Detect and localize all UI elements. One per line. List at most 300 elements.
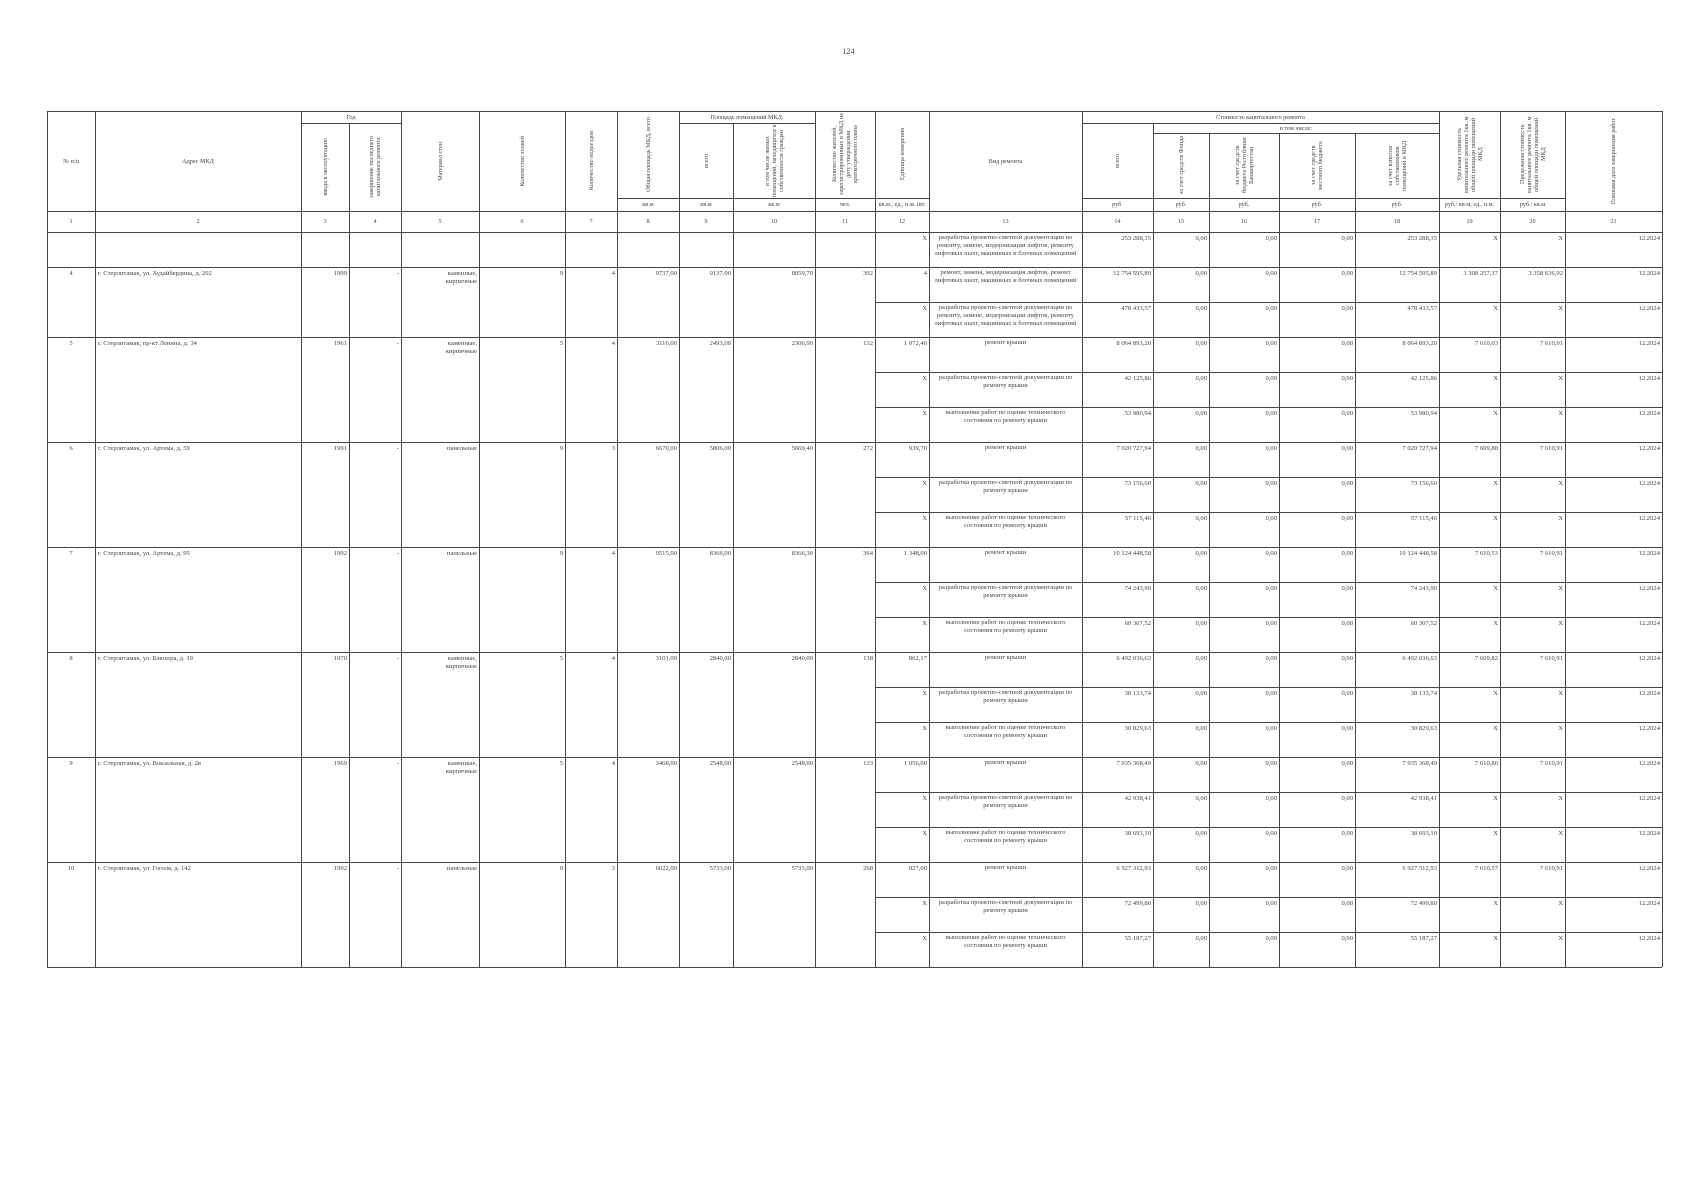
row-residents: 272 xyxy=(863,445,873,452)
unit-cost_total xyxy=(1082,198,1153,211)
row-address: г. Стерлитамак, ул. Худайбердина, д. 202 xyxy=(98,270,212,277)
header-no xyxy=(47,111,95,211)
unit-max_cost-text: руб./ кв.м xyxy=(1519,201,1546,208)
unit-cost_total-text: руб. xyxy=(1112,201,1123,208)
item-max-cost: X xyxy=(1558,515,1563,522)
item-cost-total: 57 115,46 xyxy=(1124,515,1151,522)
row-floors: 5 xyxy=(559,760,563,767)
grid-line xyxy=(565,232,566,967)
grid-line xyxy=(1500,111,1501,232)
row-premises-total: 9137,00 xyxy=(709,270,731,277)
item-cost-total: 38 133,74 xyxy=(1124,690,1151,697)
grid-line xyxy=(1082,123,1439,124)
column-number-text: 16 xyxy=(1240,218,1248,225)
item-cost-fund: 0,00 xyxy=(1195,445,1207,452)
grid-line xyxy=(47,267,1662,268)
column-number xyxy=(875,211,929,232)
item-unit-cost: X xyxy=(1493,725,1498,732)
grid-line xyxy=(929,232,930,967)
item-quantity: X xyxy=(922,235,927,242)
column-number xyxy=(1153,211,1209,232)
header-deadline xyxy=(1565,111,1662,211)
unit-max_cost xyxy=(1500,198,1565,211)
row-number xyxy=(47,235,95,245)
header-cost-incl xyxy=(1153,123,1439,133)
row-floors: 9 xyxy=(559,445,563,452)
item-unit-cost: X xyxy=(1493,585,1498,592)
column-number xyxy=(679,211,733,232)
unit-cost_local xyxy=(1279,198,1355,211)
item-cost-fund: 0,00 xyxy=(1195,725,1207,732)
grid-line xyxy=(47,232,1662,233)
item-deadline: 12.2024 xyxy=(1638,445,1660,452)
item-quantity: 927,00 xyxy=(908,865,927,872)
item-repair-type: выполнение работ по оценке технического состояния по ремонту крыши xyxy=(945,409,1066,424)
header-year-last-repair-text: завершение последнего капитального ремонта xyxy=(368,135,382,199)
row-premises-total xyxy=(679,235,733,245)
item-repair-type: ремонт крыши xyxy=(984,759,1027,766)
item-max-cost: 7 610,91 xyxy=(1539,550,1563,557)
item-quantity: 4 xyxy=(923,270,927,277)
item-quantity: 1 056,00 xyxy=(903,760,927,767)
grid-line xyxy=(301,232,302,967)
item-cost-fund: 0,00 xyxy=(1195,830,1207,837)
item-max-cost: X xyxy=(1558,830,1563,837)
unit-premises_total-text: кв.м xyxy=(700,201,712,208)
column-number-text: 5 xyxy=(438,218,442,225)
item-repair-type: ремонт, замена, модернизация лифтов, ремонт лифтовых шахт, машинных и блочных помещений xyxy=(934,269,1077,284)
row-premises-residential: 8366,30 xyxy=(791,550,813,557)
item-cost-local: 0,00 xyxy=(1341,305,1353,312)
row-address xyxy=(95,235,301,245)
row-entrances: 3 xyxy=(611,865,615,872)
item-cost-republic: 0,00 xyxy=(1265,585,1277,592)
column-number xyxy=(1565,211,1662,232)
grid-line xyxy=(47,862,1662,863)
item-quantity: X xyxy=(922,515,927,522)
item-cost-local: 0,00 xyxy=(1341,865,1353,872)
row-total-area xyxy=(617,235,679,245)
item-cost-fund: 0,00 xyxy=(1195,865,1207,872)
grid-line xyxy=(1662,111,1663,232)
item-cost-owners: 6 927 312,93 xyxy=(1402,865,1437,872)
item-cost-local: 0,00 xyxy=(1341,410,1353,417)
item-deadline: 12.2024 xyxy=(1638,410,1660,417)
grid-line xyxy=(1439,111,1440,232)
column-number xyxy=(47,211,95,232)
header-max-cost-text: Предельная стоимость капитального ремонта 1кв. м общей площади помещений МКД xyxy=(1518,116,1547,193)
item-deadline: 12.2024 xyxy=(1638,725,1660,732)
item-unit-cost: 7 610,57 xyxy=(1474,865,1498,872)
column-number xyxy=(1279,211,1355,232)
item-max-cost: X xyxy=(1558,795,1563,802)
item-repair-type: ремонт крыши xyxy=(984,864,1027,871)
unit-cost_owners xyxy=(1355,198,1439,211)
row-last-repair: - xyxy=(396,865,399,872)
item-cost-total: 55 187,27 xyxy=(1124,935,1151,942)
header-repair-type xyxy=(929,111,1082,211)
column-number xyxy=(479,211,565,232)
header-address-text: Адрес МКД xyxy=(182,157,214,165)
item-repair-type: разработка проектно-сметной документации по ремонту, замене, модернизации лифтов, ремонту лифтовых шахт, машинных и блочных помещений xyxy=(934,304,1077,327)
page-number: 124 xyxy=(842,47,855,56)
column-number xyxy=(1500,211,1565,232)
item-cost-total: 478 433,57 xyxy=(1121,305,1151,312)
row-premises-residential: 2548,00 xyxy=(791,760,813,767)
item-cost-local: 0,00 xyxy=(1341,655,1353,662)
grid-line xyxy=(875,792,1662,793)
item-repair-type: разработка проектно-сметной документации по ремонту, замене, модернизации лифтов, ремонту лифтовых шахт, машинных и блочных помещений xyxy=(934,234,1077,257)
header-premises-text: Площадь помещений МКД: xyxy=(710,113,784,121)
grid-line xyxy=(47,442,1662,443)
header-max-cost xyxy=(1500,111,1565,198)
grid-line xyxy=(679,123,815,124)
item-max-cost: X xyxy=(1558,935,1563,942)
header-repair-type-text: Вид ремонта xyxy=(988,157,1023,165)
item-cost-local: 0,00 xyxy=(1341,445,1353,452)
item-repair-type: выполнение работ по оценке технического состояния по ремонту крыши xyxy=(945,829,1066,844)
row-premises-total: 2548,00 xyxy=(709,760,731,767)
item-cost-owners: 478 433,57 xyxy=(1407,305,1437,312)
unit-unit_cost xyxy=(1439,198,1500,211)
row-address: г. Стерлитамак, ул. Гоголя, д. 142 xyxy=(98,865,191,872)
grid-line xyxy=(733,232,734,967)
grid-line xyxy=(875,407,1662,408)
item-deadline: 12.2024 xyxy=(1638,900,1660,907)
column-number-text: 12 xyxy=(898,218,906,225)
row-wall-material: панельные xyxy=(446,445,477,452)
header-wall-material-text: Материал стен xyxy=(436,141,444,181)
item-cost-owners: 253 288,35 xyxy=(1407,235,1437,242)
row-last-repair xyxy=(349,235,401,245)
item-repair-type: выполнение работ по оценке технического состояния по ремонту крыши xyxy=(945,619,1066,634)
row-entrances: 4 xyxy=(611,270,615,277)
header-residents-text: Количество жителей, зарегистрированных в МКД на дату утверждения краткосрочного плана xyxy=(831,113,859,196)
item-quantity: X xyxy=(922,830,927,837)
item-cost-total: 8 064 893,20 xyxy=(1116,340,1151,347)
unit-premises_residential xyxy=(733,198,815,211)
grid-line xyxy=(1565,232,1566,967)
item-deadline: 12.2024 xyxy=(1638,795,1660,802)
item-cost-local: 0,00 xyxy=(1341,375,1353,382)
grid-line xyxy=(47,652,1662,653)
unit-cost_republic-text: руб. xyxy=(1238,201,1250,208)
grid-line xyxy=(1500,232,1501,967)
item-cost-fund: 0,00 xyxy=(1195,585,1207,592)
item-quantity: X xyxy=(922,585,927,592)
item-cost-fund: 0,00 xyxy=(1195,480,1207,487)
row-year: 1992 xyxy=(333,550,347,557)
grid-line xyxy=(47,111,1662,112)
grid-line xyxy=(1662,232,1663,967)
header-cost-incl-text: в том числе: xyxy=(1279,124,1313,132)
grid-line xyxy=(1153,232,1154,967)
item-cost-republic: 0,00 xyxy=(1265,655,1277,662)
item-cost-republic: 0,00 xyxy=(1265,445,1277,452)
row-floors: 9 xyxy=(559,550,563,557)
grid-line xyxy=(875,232,876,967)
item-unit-cost: X xyxy=(1493,235,1498,242)
header-unit-cost xyxy=(1439,111,1500,198)
grid-line xyxy=(929,111,930,232)
row-address: г. Стерлитамак, пр-кт Ленина, д. 34 xyxy=(98,340,197,347)
table-grid xyxy=(47,111,1662,1076)
item-repair-type: разработка проектно-сметной документации по ремонту крыши xyxy=(938,374,1073,389)
header-unit-cost-text: Удельная стоимость капитального ремонта 1кв. м общей площади помещений МКД xyxy=(1455,116,1484,193)
item-cost-owners: 53 980,94 xyxy=(1410,410,1437,417)
row-total-area: 3101,00 xyxy=(655,655,677,662)
grid-line xyxy=(565,111,566,232)
item-cost-owners: 60 307,52 xyxy=(1410,620,1437,627)
row-last-repair: - xyxy=(396,270,399,277)
item-cost-fund: 0,00 xyxy=(1195,900,1207,907)
item-quantity: 1 072,40 xyxy=(903,340,927,347)
unit-unit_cost-text: руб./ кв.м, ед., п.м. xyxy=(1444,201,1495,208)
item-cost-total: 6 927 312,93 xyxy=(1116,865,1151,872)
row-entrances: 4 xyxy=(611,655,615,662)
header-entrances xyxy=(565,111,617,211)
row-premises-residential: 5669,40 xyxy=(791,445,813,452)
item-unit-cost: X xyxy=(1493,690,1498,697)
item-cost-owners: 6 492 036,63 xyxy=(1402,655,1437,662)
item-cost-total: 253 288,35 xyxy=(1121,235,1151,242)
row-residents xyxy=(815,235,875,245)
item-unit-cost: X xyxy=(1493,900,1498,907)
item-cost-fund: 0,00 xyxy=(1195,690,1207,697)
grid-line xyxy=(1153,133,1439,134)
row-total-area: 9515,00 xyxy=(655,550,677,557)
unit-cost_local-text: руб. xyxy=(1311,201,1323,208)
item-cost-fund: 0,00 xyxy=(1195,410,1207,417)
header-cost-text: Стоимость капитального ремонта xyxy=(1216,113,1305,121)
row-number: 8 xyxy=(69,655,73,662)
row-total-area: 6670,00 xyxy=(655,445,677,452)
row-premises-residential xyxy=(733,235,815,245)
row-total-area: 3116,00 xyxy=(655,340,677,347)
item-max-cost: X xyxy=(1558,235,1563,242)
item-repair-type: разработка проектно-сметной документации по ремонту крыши xyxy=(938,794,1073,809)
header-residents xyxy=(815,111,875,198)
item-cost-fund: 0,00 xyxy=(1195,655,1207,662)
grid-line xyxy=(815,111,816,232)
item-cost-local: 0,00 xyxy=(1341,515,1353,522)
grid-line xyxy=(1082,232,1083,967)
item-max-cost: X xyxy=(1558,375,1563,382)
row-entrances: 4 xyxy=(611,340,615,347)
grid-line xyxy=(401,232,402,967)
item-cost-owners: 57 115,46 xyxy=(1410,515,1437,522)
item-cost-fund: 0,00 xyxy=(1195,375,1207,382)
grid-line xyxy=(1082,111,1083,232)
row-residents: 133 xyxy=(863,760,873,767)
item-cost-total: 72 499,80 xyxy=(1124,900,1151,907)
grid-line xyxy=(1209,232,1210,967)
item-quantity: X xyxy=(922,795,927,802)
header-premises xyxy=(679,111,815,123)
column-number-text: 6 xyxy=(520,218,524,225)
item-cost-local: 0,00 xyxy=(1341,585,1353,592)
header-total-area-text: Общая площадь МКД, всего xyxy=(644,117,652,192)
grid-line xyxy=(301,123,401,124)
item-max-cost: 7 610,91 xyxy=(1539,760,1563,767)
row-wall-material: каменные, кирпичные xyxy=(445,655,477,670)
item-cost-fund: 0,00 xyxy=(1195,515,1207,522)
item-max-cost: 3 358 636,92 xyxy=(1528,270,1563,277)
row-number: 9 xyxy=(69,760,73,767)
item-cost-owners: 55 187,27 xyxy=(1410,935,1437,942)
row-year: 1969 xyxy=(333,760,347,767)
item-unit-cost: X xyxy=(1493,305,1498,312)
unit-cost_owners-text: руб. xyxy=(1391,201,1403,208)
item-cost-fund: 0,00 xyxy=(1195,235,1207,242)
item-deadline: 12.2024 xyxy=(1638,655,1660,662)
row-year: 1991 xyxy=(333,445,347,452)
grid-line xyxy=(349,232,350,967)
row-premises-residential: 2306,90 xyxy=(791,340,813,347)
column-number xyxy=(1439,211,1500,232)
item-max-cost: 7 610,91 xyxy=(1539,340,1563,347)
item-quantity: X xyxy=(922,480,927,487)
column-number xyxy=(95,211,301,232)
item-unit-cost: 7 610,53 xyxy=(1474,550,1498,557)
item-quantity: X xyxy=(922,725,927,732)
item-unit-cost: 7 609,88 xyxy=(1474,445,1498,452)
item-cost-republic: 0,00 xyxy=(1265,340,1277,347)
item-deadline: 12.2024 xyxy=(1638,270,1660,277)
grid-line xyxy=(349,123,350,232)
unit-premises_residential-text: кв.м xyxy=(768,201,780,208)
column-number-text: 18 xyxy=(1393,218,1401,225)
header-unit xyxy=(875,111,929,198)
item-cost-republic: 0,00 xyxy=(1265,235,1277,242)
item-deadline: 12.2024 xyxy=(1638,305,1660,312)
item-max-cost: X xyxy=(1558,410,1563,417)
row-floors: 5 xyxy=(559,340,563,347)
row-address: г. Стерлитамак, ул. Вокзальная, д. 2в xyxy=(98,760,201,767)
item-cost-owners: 74 243,90 xyxy=(1410,585,1437,592)
column-number xyxy=(815,211,875,232)
header-total-area xyxy=(617,111,679,198)
item-max-cost: X xyxy=(1558,725,1563,732)
grid-line xyxy=(875,722,1662,723)
row-wall-material xyxy=(423,235,479,253)
row-year: 1992 xyxy=(333,865,347,872)
row-floors: 9 xyxy=(559,865,563,872)
item-cost-fund: 0,00 xyxy=(1195,760,1207,767)
header-floors-text: Количество этажей xyxy=(518,135,526,187)
item-max-cost: X xyxy=(1558,480,1563,487)
unit-residents-text: чел. xyxy=(839,201,851,208)
row-address: г. Стерлитамак, ул. Артема, д. 95 xyxy=(98,550,190,557)
item-deadline: 12.2024 xyxy=(1638,585,1660,592)
unit-premises_total xyxy=(679,198,733,211)
item-max-cost: 7 610,91 xyxy=(1539,445,1563,452)
grid-line xyxy=(47,337,1662,338)
row-entrances: 4 xyxy=(611,550,615,557)
item-cost-owners: 42 938,41 xyxy=(1410,795,1437,802)
grid-line xyxy=(617,111,618,232)
item-deadline: 12.2024 xyxy=(1638,550,1660,557)
item-cost-owners: 7 020 727,94 xyxy=(1402,445,1437,452)
column-number-text: 15 xyxy=(1177,218,1185,225)
item-repair-type: разработка проектно-сметной документации по ремонту крыши xyxy=(938,584,1073,599)
item-max-cost: X xyxy=(1558,585,1563,592)
unit-total_area-text: кв.м xyxy=(642,201,654,208)
item-cost-local: 0,00 xyxy=(1341,550,1353,557)
row-year: 1970 xyxy=(333,655,347,662)
row-total-area: 9737,00 xyxy=(655,270,677,277)
item-unit-cost: X xyxy=(1493,480,1498,487)
grid-line xyxy=(47,967,1662,968)
item-unit-cost: X xyxy=(1493,410,1498,417)
item-cost-owners: 72 499,80 xyxy=(1410,900,1437,907)
item-max-cost: X xyxy=(1558,620,1563,627)
column-number-text: 8 xyxy=(646,218,650,225)
item-cost-owners: 38 693,10 xyxy=(1410,830,1437,837)
item-cost-fund: 0,00 xyxy=(1195,270,1207,277)
grid-line xyxy=(875,372,1662,373)
row-wall-material: панельные xyxy=(446,550,477,557)
row-premises-residential: 2840,00 xyxy=(791,655,813,662)
item-unit-cost: 7 610,03 xyxy=(1474,340,1498,347)
item-cost-total: 42 125,86 xyxy=(1124,375,1151,382)
row-year: 1961 xyxy=(333,340,347,347)
item-cost-local: 0,00 xyxy=(1341,760,1353,767)
item-repair-type: разработка проектно-сметной документации по ремонту крыши xyxy=(938,899,1073,914)
item-cost-total: 74 243,90 xyxy=(1124,585,1151,592)
row-premises-total: 5806,00 xyxy=(709,445,731,452)
column-number-text: 7 xyxy=(589,218,593,225)
item-repair-type: ремонт крыши xyxy=(984,339,1027,346)
row-last-repair: - xyxy=(396,550,399,557)
item-cost-total: 6 492 036,63 xyxy=(1116,655,1151,662)
grid-line xyxy=(1153,123,1154,232)
item-quantity: 939,70 xyxy=(908,445,927,452)
item-cost-local: 0,00 xyxy=(1341,690,1353,697)
item-unit-cost: 7 609,82 xyxy=(1474,655,1498,662)
item-max-cost: X xyxy=(1558,690,1563,697)
grid-line xyxy=(1565,111,1566,232)
row-number: 7 xyxy=(69,550,73,557)
header-cost-fund-text: за счет средств Фонда xyxy=(1177,136,1185,195)
row-last-repair: - xyxy=(396,655,399,662)
unit-total_area xyxy=(617,198,679,211)
header-cost-local xyxy=(1279,133,1355,198)
item-quantity: 1 348,00 xyxy=(903,550,927,557)
column-number-text: 20 xyxy=(1529,218,1536,225)
grid-line xyxy=(1355,133,1356,232)
grid-line xyxy=(47,111,48,232)
item-cost-local: 0,00 xyxy=(1341,235,1353,242)
grid-line xyxy=(679,232,680,967)
unit-unit-text: кв.м., ед., п.м. шт. xyxy=(878,201,926,208)
item-cost-local: 0,00 xyxy=(1341,830,1353,837)
column-number xyxy=(1209,211,1279,232)
item-cost-republic: 0,00 xyxy=(1265,305,1277,312)
item-cost-fund: 0,00 xyxy=(1195,340,1207,347)
row-floors: 9 xyxy=(559,270,563,277)
item-cost-total: 30 829,63 xyxy=(1124,725,1151,732)
item-cost-total: 73 156,60 xyxy=(1124,480,1151,487)
row-premises-total: 5733,00 xyxy=(709,865,731,872)
item-quantity: X xyxy=(922,620,927,627)
item-cost-republic: 0,00 xyxy=(1265,375,1277,382)
item-cost-republic: 0,00 xyxy=(1265,725,1277,732)
item-cost-local: 0,00 xyxy=(1341,340,1353,347)
header-year xyxy=(301,111,401,123)
header-deadline-text: Плановая дата завершения работ xyxy=(1610,117,1617,205)
item-cost-owners: 42 125,86 xyxy=(1410,375,1437,382)
